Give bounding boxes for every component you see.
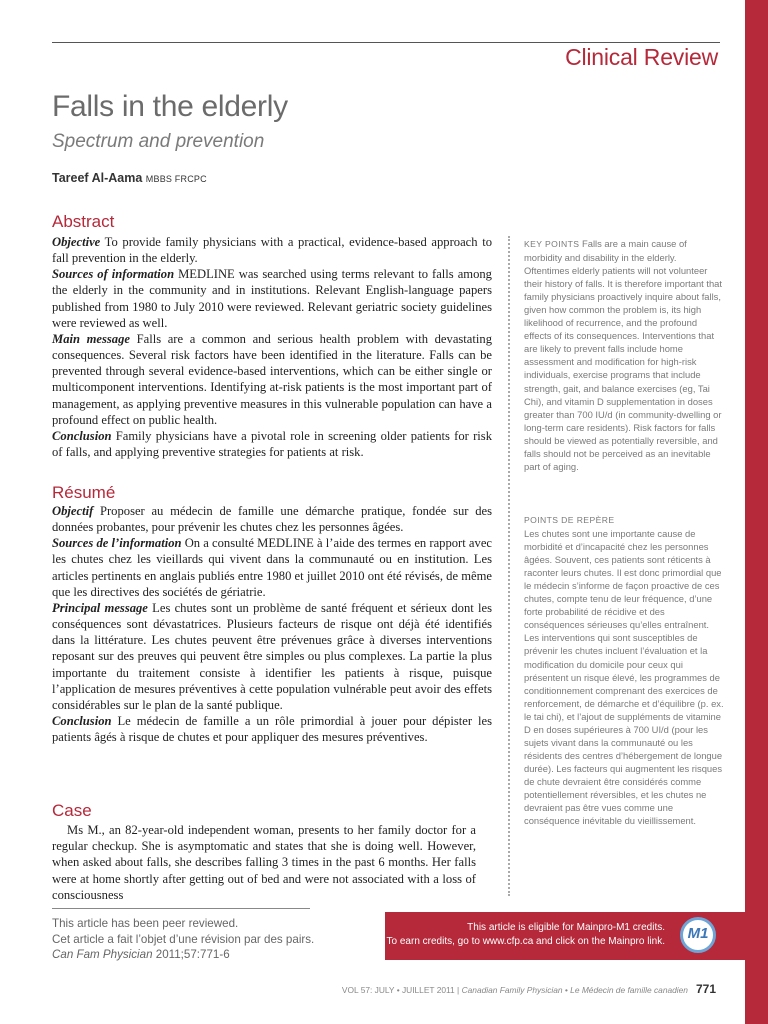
peer-review-fr: Cet article a fait l’objet d’une révision par des pairs. xyxy=(52,932,315,946)
mainpro-text xyxy=(387,921,665,949)
key-points-heading: KEY POINTS xyxy=(524,239,580,249)
peer-review-en: This article has been peer reviewed. xyxy=(52,917,239,930)
page-edge-strip xyxy=(745,0,768,1024)
points-de-repere-heading: POINTS DE REPÈRE xyxy=(524,515,615,525)
peer-review-rule xyxy=(52,908,310,909)
abstract-body xyxy=(52,234,492,460)
issue-info: VOL 57: JULY • JUILLET 2011 xyxy=(341,985,455,995)
points-de-repere-box xyxy=(524,514,724,827)
citation-line xyxy=(52,947,314,963)
section-label: Clinical Review xyxy=(565,44,718,70)
page-number: 771 xyxy=(695,982,716,996)
page-footer xyxy=(342,982,716,996)
objectif-text: Proposer au médecin de famille une démarche pratique, fondée sur des données probantes, pour prévenir les chutes chez les personnes âgées. xyxy=(52,504,492,535)
column-divider xyxy=(508,236,510,896)
resume-principal-message xyxy=(52,600,492,713)
abstract-conclusion xyxy=(52,428,492,460)
conclusion-fr-text: Le médecin de famille a un rôle primordial à jouer pour dépister les patients âgés à risque de chutes et pour appliquer des mesures préventives. xyxy=(52,714,492,745)
header-rule xyxy=(52,42,720,43)
key-points-text: Falls are a main cause of morbidity and disability in the elderly. Oftentimes elderly patients will not volunteer their history of falls. It is therefore important that family physicians proactively inquire about falls, given how common the problem is, its high likelihood of recurrence, and the profound effects of its consequences. Interventions that are likely to prevent falls include home assessment and modification for high-risk individuals, exercise programs that include strength, gait, and balance exercises (eg, Tai Chi), and vitamin D supplementation in doses greater than 700 IU/d (in community-dwelling or long-term care residents). Risk factors for falls should be viewed as potentially reversible, and falls should not be perceived as an inevitable part of aging. xyxy=(524,238,723,472)
author-line xyxy=(52,171,207,185)
conclusion-label: Conclusion xyxy=(52,428,112,443)
abstract-main-message xyxy=(52,331,492,428)
principal-message-text: Les chutes sont un problème de santé fréquent et sérieux dont les conséquences sont dévastatrices. Plusieurs facteurs de risque ont déjà été identifiés dans la littérature. Les chutes peuvent être prévenues grâce à diverses interventions reposant sur des preuves qui peuvent être simples ou plus complexes. La partie la plus importante du traitement consiste à identifier les patients à risque, puisque l’application de mesures préventives à cette population vulnérable peut avoir des effets considérables sur le plan de la santé publique. xyxy=(52,600,492,712)
sources-label: Sources of information xyxy=(52,267,175,282)
peer-review-note xyxy=(52,916,314,963)
key-points-paragraph xyxy=(524,237,724,473)
resume-objectif xyxy=(52,503,492,535)
mainpro-line-1: This article is eligible for Mainpro-M1 credits. xyxy=(467,922,665,933)
objective-text: To provide family physicians with a practical, evidence-based approach to fall prevention in the elderly. xyxy=(52,235,492,266)
abstract-heading: Abstract xyxy=(52,212,115,231)
mainpro-line-2: To earn credits, go to www.cfp.ca and click on the Mainpro link. xyxy=(386,936,665,947)
journal-name: Canadian Family Physician • Le Médecin de famille canadien xyxy=(461,985,688,995)
key-points-box xyxy=(524,237,724,473)
mainpro-m1-icon xyxy=(680,917,716,953)
resume-heading: Résumé xyxy=(52,483,116,502)
conclusion-text: Family physicians have a pivotal role in screening older patients for risk of falls, and applying preventive strategies for patients at risk. xyxy=(52,428,492,460)
article-title: Falls in the elderly xyxy=(52,90,288,123)
author-credentials: MBBS FRCPC xyxy=(145,174,207,184)
abstract-objective xyxy=(52,234,492,266)
case-body xyxy=(52,822,476,903)
case-heading: Case xyxy=(52,801,92,820)
objectif-label: Objectif xyxy=(52,504,94,518)
sources-fr-text: On a consulté MEDLINE à l’aide des termes en rapport avec les chutes chez les vieillards qui vivent dans la communauté ou en institution. Les articles pertinents en anglais publiés entre 1980 et juillet 2010 ont été révisés, de même que les directives des sociétés de gériatrie. xyxy=(52,536,492,599)
sources-text: MEDLINE was searched using terms relevant to falls among the elderly in the community and in institutions. Relevant English-language papers published from 1980 to July 2010 were reviewed. Relevant geriatric society guidelines were reviewed as well. xyxy=(52,267,492,330)
main-message-text: Falls are a common and serious health problem with devastating consequences. Several risk factors have been identified in the literature. Falls can be prevented through several evidence-based interventions, which can be either single or multicomponent interventions. Identifying at-risk patients is the most important part of management, as applying preventive measures in this vulnerable population can have a profound effect on public health. xyxy=(52,331,492,427)
article-subtitle: Spectrum and prevention xyxy=(52,131,265,152)
abstract-sources xyxy=(52,266,492,331)
mainpro-banner xyxy=(385,912,745,960)
conclusion-fr-label: Conclusion xyxy=(52,714,112,729)
principal-message-label: Principal message xyxy=(52,600,148,615)
points-de-repere-text: Les chutes sont une importante cause de morbidité et d’incapacité chez les personnes âgées. Souvent, ces patients sont réticents à raconter leurs chutes. Il est donc primordial que le médecin s’informe de façon proactive de ces chutes, compte tenu de leur fréquence, d’une forte probabilité de récidive et des conséquences sérieuses qu’elles entraînent. Les interventions qui sont susceptibles de prévenir les chutes incluent l’évaluation et la modification du domicile pour ceux qui présentent un risque élevé, les programmes de conditionnement comprenant des exercices de renforcement, de démarche et d’équilibre (p. ex. le tai chi), et l’ajout de suppléments de vitamine D en doses supérieures à 700 UI/d (pour les sujets vivant dans la communauté ou les résidents des centres d’hébergement de longue durée). Les facteurs qui augmentent les risques de chute devraient être considérés comme potentiellement réversibles, et les chutes ne devraient pas être vues comme une conséquence inévitable du vieillissement. xyxy=(524,528,724,827)
mainpro-badge-label: M1 xyxy=(687,925,709,942)
sources-fr-label: Sources de l’information xyxy=(52,536,182,551)
citation-numbers: 2011;57:771-6 xyxy=(152,948,230,961)
objective-label: Objective xyxy=(52,235,101,249)
footer-separator: | xyxy=(454,985,462,995)
resume-conclusion xyxy=(52,713,492,745)
author-name: Tareef Al-Aama xyxy=(52,171,143,185)
main-message-label: Main message xyxy=(52,331,130,346)
journal-reference: Can Fam Physician xyxy=(52,948,153,961)
case-paragraph: Ms M., an 82-year-old independent woman, presents to her family doctor for a regular checkup. She is asymptomatic and states that she is doing well. However, when asked about falls, she describes falling 3 times in the past 6 months. Her falls were at home shortly after getting out of bed and were not associated with a loss of consciousness xyxy=(52,823,476,902)
resume-body xyxy=(52,503,492,745)
resume-sources xyxy=(52,535,492,600)
